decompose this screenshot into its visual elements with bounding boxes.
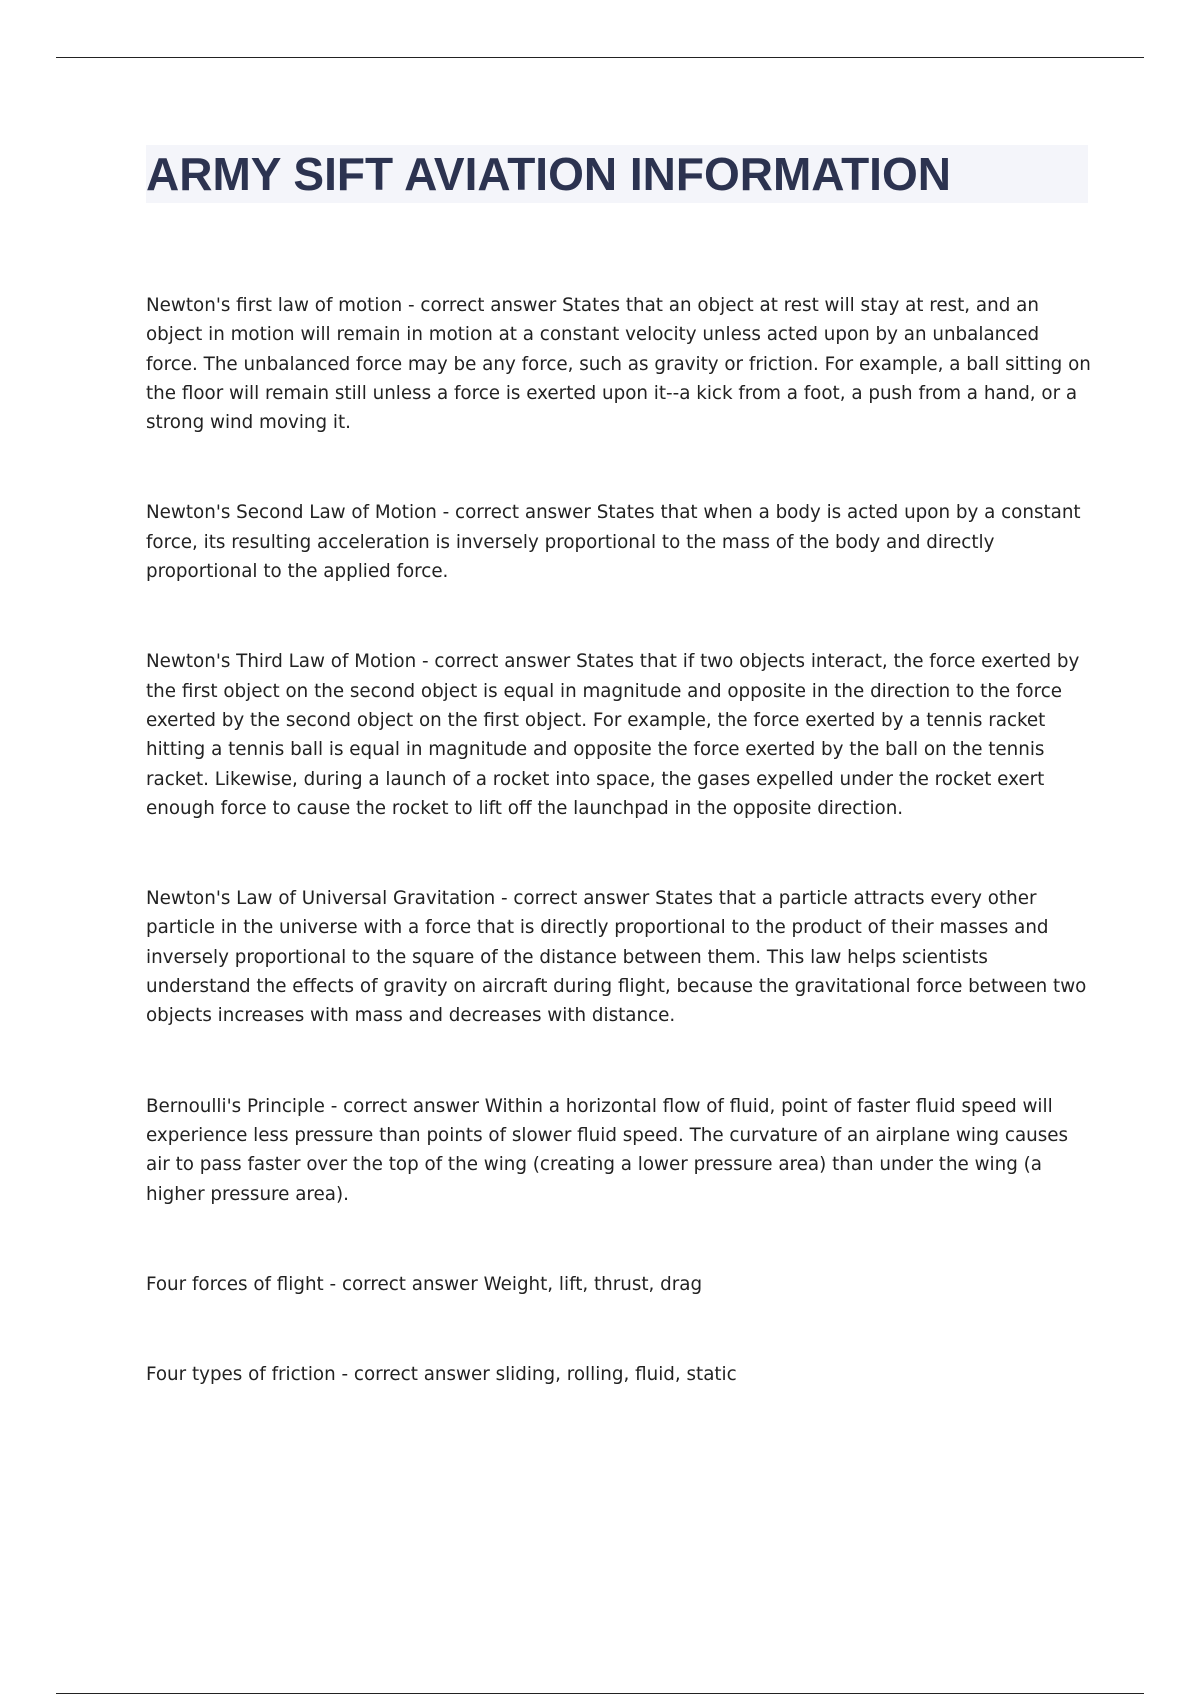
entry-answer: States that a particle attracts every other particle in the universe with a force that is directly proportional to the product of their masses and inversely proportional to the square of the distance between them. This law helps scientists understand the effects of gravity on aircraft during flight, because the gravitational force between two objects increases with mass and decreases with distance. xyxy=(146,888,1087,1027)
document-title: ARMY SIFT AVIATION INFORMATION xyxy=(146,148,951,200)
top-rule xyxy=(56,57,1144,58)
entry-answer: States that an object at rest will stay at rest, and an object in motion will remain in motion at a constant velocity unless acted upon by an unbalanced force. The unbalanced force may be any force, such as gravity or friction. For example, a ball sitting on the floor will remain still unless a force is exerted upon it--a kick from a foot, a push from a hand, or a strong wind moving it. xyxy=(146,295,1091,434)
flashcard-entry xyxy=(146,647,1091,823)
entry-answer: sliding, rolling, fluid, static xyxy=(495,1364,737,1386)
entry-term: Newton's Law of Universal Gravitation xyxy=(146,888,496,910)
entry-separator: - correct answer xyxy=(324,1095,485,1117)
bottom-rule xyxy=(56,1693,1144,1694)
entry-answer: Weight, lift, thrust, drag xyxy=(483,1273,703,1295)
flashcard-entry xyxy=(146,1092,1091,1209)
entry-answer: States that when a body is acted upon by a constant force, its resulting acceleration is inversely proportional to the mass of the body and directly proportional to the applied force. xyxy=(146,502,1081,583)
document-body xyxy=(146,291,1091,1389)
flashcard-entry xyxy=(146,1270,1091,1299)
entry-term: Newton's Third Law of Motion xyxy=(146,651,417,673)
entry-term: Four forces of flight xyxy=(146,1273,324,1295)
entry-term: Newton's Second Law of Motion xyxy=(146,502,437,524)
flashcard-entry xyxy=(146,291,1091,437)
entry-term: Four types of friction xyxy=(146,1364,336,1386)
entry-separator: - correct answer xyxy=(323,1273,484,1295)
entry-separator: - correct answer xyxy=(416,651,577,673)
entry-answer: Within a horizontal flow of fluid, point of faster fluid speed will experience less pressure than points of slower fluid speed. The curvature of an airplane wing causes air to pass faster over the top of the wing (creating a lower pressure area) than under the wing (a higher pressure area). xyxy=(146,1095,1069,1205)
entry-term: Newton's first law of motion xyxy=(146,295,403,316)
flashcard-entry xyxy=(146,884,1091,1030)
entry-separator: - correct answer xyxy=(436,502,597,524)
entry-answer: States that if two objects interact, the force exerted by the first object on the second object is equal in magnitude and opposite in the direction to the force exerted by the second object on the first object. For example, the force exerted by a tennis racket hitting a tennis ball is equal in magnitude and opposite the force exerted by the ball on the tennis racket. Likewise, during a launch of a rocket into space, the gases expelled under the rocket exert enough force to cause the rocket to lift off the launchpad in the opposite direction. xyxy=(146,651,1080,819)
flashcard-entry xyxy=(146,498,1091,586)
flashcard-entry xyxy=(146,1360,1091,1389)
entry-term: Bernoulli's Principle xyxy=(146,1095,325,1117)
entry-separator: - correct answer xyxy=(335,1364,496,1386)
entry-separator: - correct answer xyxy=(495,888,656,910)
entry-separator: - correct answer xyxy=(402,295,563,316)
